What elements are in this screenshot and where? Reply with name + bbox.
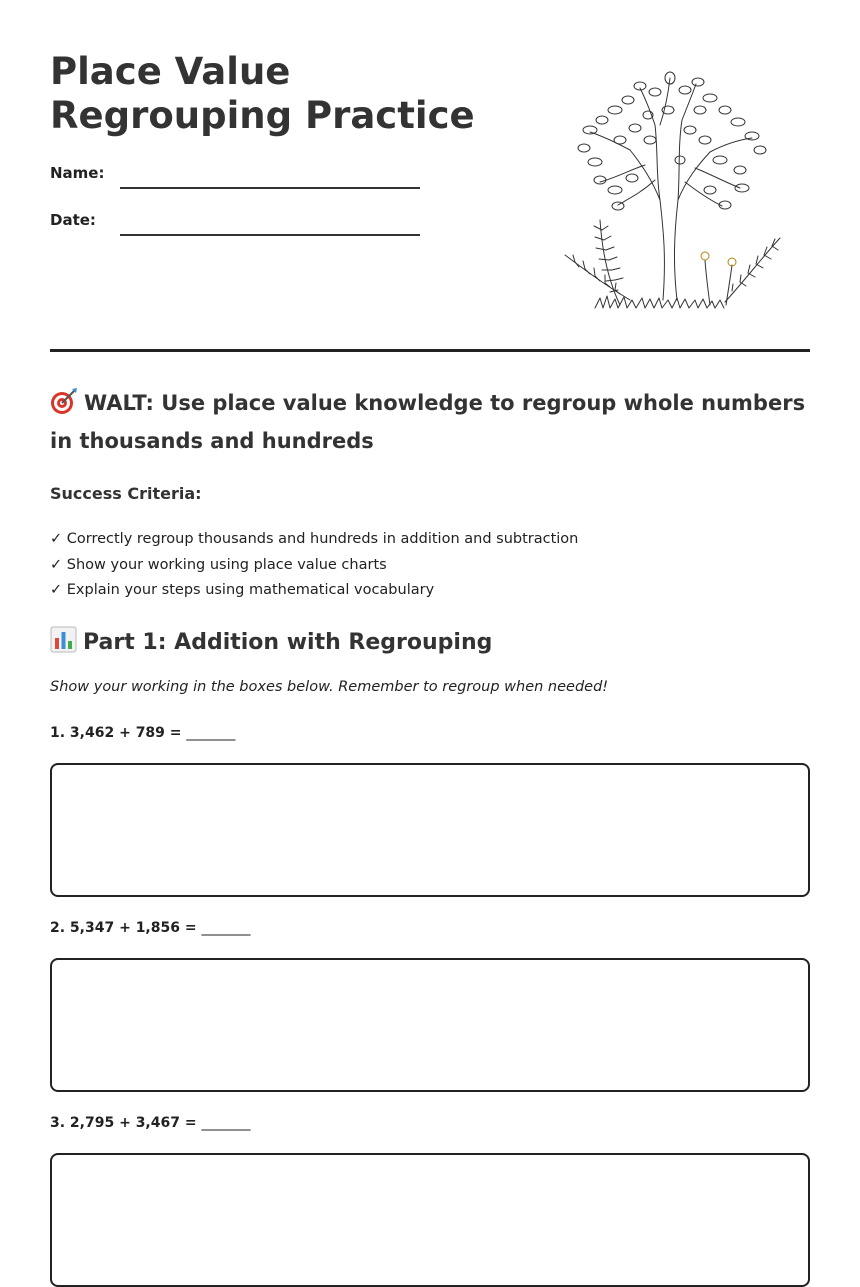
name-label: Name: (50, 164, 105, 182)
walt-text: WALT: Use place value knowledge to regroup whole numbers in thousands and hundreds (50, 391, 806, 453)
answer-blank[interactable]: _______ (201, 920, 251, 936)
working-box[interactable] (50, 763, 810, 897)
part1-heading (50, 625, 492, 661)
answer-blank[interactable]: _______ (186, 725, 236, 741)
problem-text: 2. 5,347 + 1,856 = (50, 920, 202, 936)
problem-text: 1. 3,462 + 789 = (50, 725, 187, 741)
name-field-row (50, 160, 420, 190)
answer-blank[interactable]: _______ (201, 1115, 251, 1131)
bar-chart-icon (50, 626, 77, 653)
worksheet-page (50, 0, 810, 1131)
name-write-line[interactable] (120, 187, 420, 189)
working-box[interactable] (50, 1153, 810, 1287)
success-criteria-title: Success Criteria: (50, 484, 202, 503)
problem-label (50, 920, 250, 936)
date-label: Date: (50, 211, 96, 229)
success-criteria-list (50, 527, 578, 604)
part1-instruction: Show your working in the boxes below. Remember to regroup when needed! (50, 679, 609, 695)
target-icon (50, 387, 78, 415)
tree-icon (560, 70, 785, 315)
worksheet-title: Place Value Regrouping Practice (50, 50, 475, 137)
walt-heading (50, 384, 810, 460)
criteria-item: ✓ Show your working using place value charts (50, 556, 387, 573)
header-divider (50, 349, 810, 352)
date-write-line[interactable] (120, 234, 420, 236)
working-box[interactable] (50, 958, 810, 1092)
worksheet-header (50, 0, 810, 350)
date-field-row (50, 207, 420, 237)
criteria-item: ✓ Correctly regroup thousands and hundreds in addition and subtraction (50, 531, 579, 547)
criteria-item: ✓ Explain your steps using mathematical vocabulary (50, 582, 435, 598)
part1-title: Part 1: Addition with Regrouping (83, 630, 493, 655)
problem-label (50, 725, 235, 741)
problem-text: 3. 2,795 + 3,467 = (50, 1115, 202, 1131)
problem-label (50, 1115, 250, 1131)
